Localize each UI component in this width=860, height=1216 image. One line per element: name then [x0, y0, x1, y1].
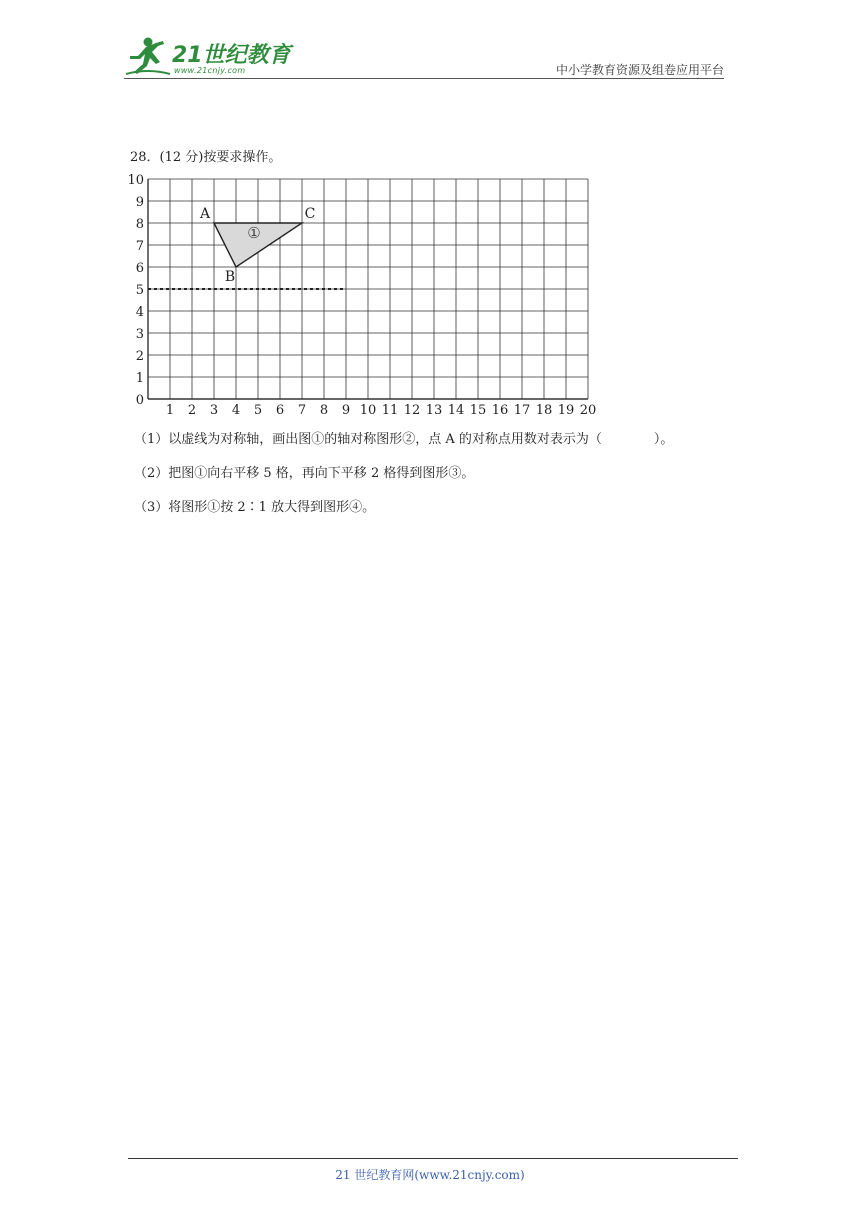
- x-tick-label: 9: [341, 403, 351, 418]
- x-tick-label: 2: [187, 403, 197, 418]
- x-tick-label: 1: [165, 403, 175, 418]
- x-tick-label: 8: [319, 403, 329, 418]
- y-tick-label: 0: [135, 393, 144, 408]
- y-tick-label: 1: [135, 371, 144, 386]
- vertex-label-b: B: [224, 269, 236, 285]
- coordinate-grid: [128, 170, 608, 424]
- x-tick-label: 10: [359, 403, 377, 418]
- header-tagline: 中小学教育资源及组卷应用平台: [555, 63, 724, 77]
- y-tick-label: 9: [135, 195, 144, 210]
- x-tick-label: 3: [209, 403, 219, 418]
- logo-url: www.21cnjy.com: [174, 66, 246, 75]
- site-logo[interactable]: [124, 34, 294, 78]
- y-tick-label: 4: [135, 305, 144, 320]
- x-tick-label: 5: [253, 403, 263, 418]
- runner-icon: [124, 34, 172, 78]
- x-tick-label: 18: [535, 403, 553, 418]
- x-tick-label: 7: [297, 403, 307, 418]
- x-tick-label: 15: [469, 403, 487, 418]
- vertex-label-c: C: [304, 206, 316, 222]
- vertex-label-a: A: [199, 206, 211, 222]
- x-tick-label: 12: [403, 403, 421, 418]
- x-tick-label: 4: [231, 403, 241, 418]
- footer-divider: [128, 1158, 738, 1159]
- footer-text: 21 世纪教育网(www.21cnjy.com): [335, 1168, 525, 1182]
- y-tick-label: 7: [135, 239, 144, 254]
- y-tick-label: 3: [135, 327, 144, 342]
- x-tick-label: 19: [557, 403, 575, 418]
- x-tick-label: 14: [447, 403, 465, 418]
- x-tick-label: 20: [579, 403, 597, 418]
- grid-figure: [128, 170, 608, 420]
- page-header: [124, 30, 724, 80]
- question-part-1: （1）以虚线为对称轴，画出图①的轴对称图形②，点 A 的对称点用数对表示为（ ）。: [134, 432, 674, 447]
- question-part-2: （2）把图①向右平移 5 格，再向下平移 2 格得到图形③。: [134, 466, 475, 481]
- x-tick-label: 6: [275, 403, 285, 418]
- x-tick-label: 13: [425, 403, 443, 418]
- x-tick-label: 16: [491, 403, 509, 418]
- y-tick-label: 8: [135, 217, 144, 232]
- logo-text: 21世纪教育: [172, 43, 291, 68]
- question-title: 28．(12 分)按要求操作。: [130, 150, 282, 165]
- y-tick-label: 5: [135, 283, 144, 298]
- question-part-3: （3）将图形①按 2∶1 放大得到图形④。: [134, 500, 376, 515]
- y-tick-label: 10: [128, 173, 144, 188]
- y-tick-label: 6: [135, 261, 144, 276]
- figure-label-1: ①: [247, 224, 261, 243]
- x-tick-label: 11: [381, 403, 399, 418]
- header-divider: [124, 78, 724, 79]
- x-tick-label: 17: [513, 403, 531, 418]
- y-tick-label: 2: [135, 349, 144, 364]
